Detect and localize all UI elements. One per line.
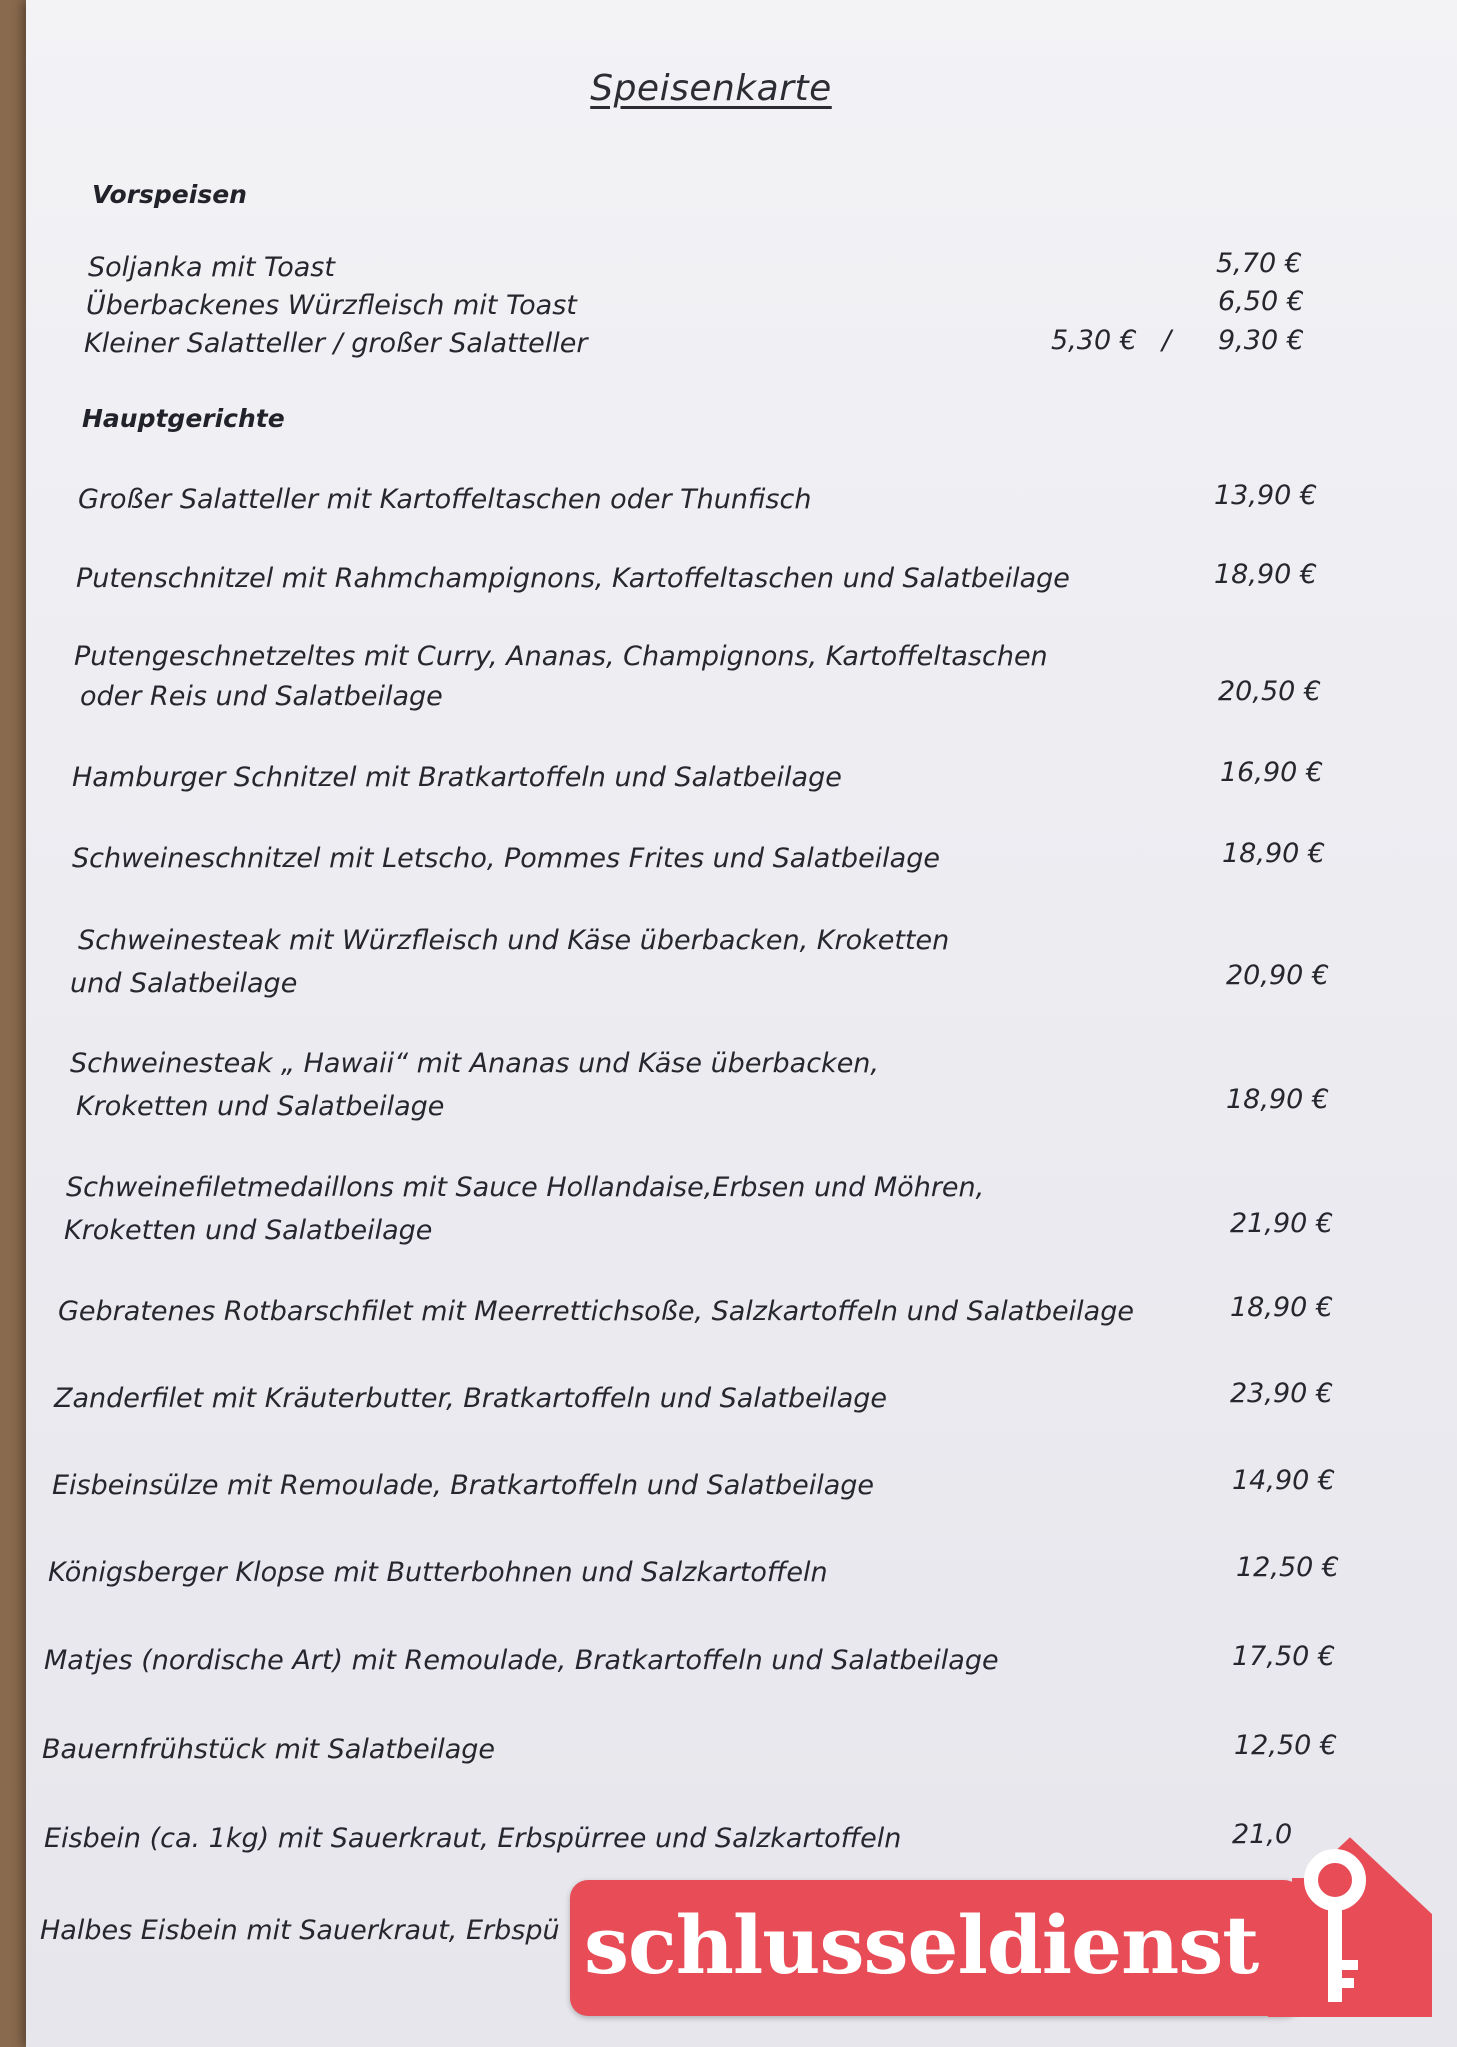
- menu-item-price: 13,90 €: [1214, 480, 1318, 511]
- menu-item-name: Überbackenes Würzfleisch mit Toast: [86, 290, 577, 321]
- menu-item-name-cont: Kroketten und Salatbeilage: [64, 1215, 433, 1246]
- menu-item-price: 18,90 €: [1222, 838, 1326, 869]
- menu-item-name: Schweinesteak „ Hawaii“ mit Ananas und Käse überbacken,: [70, 1048, 879, 1079]
- menu-item-name: Schweinesteak mit Würzfleisch und Käse überbacken, Kroketten: [78, 925, 950, 956]
- menu-item-name: Großer Salatteller mit Kartoffeltaschen oder Thunfisch: [78, 484, 812, 515]
- menu-item-name: Schweinefiletmedaillons mit Sauce Hollandaise,Erbsen und Möhren,: [66, 1172, 985, 1203]
- menu-item-name: Zanderfilet mit Kräuterbutter, Bratkartoffeln und Salatbeilage: [54, 1383, 888, 1414]
- price-separator: /: [1162, 325, 1172, 356]
- section-heading-starters: Vorspeisen: [92, 180, 247, 209]
- menu-item-price-small: 5,30 €: [1051, 325, 1137, 356]
- menu-item-name: Eisbein (ca. 1kg) mit Sauerkraut, Erbspürree und Salzkartoffeln: [44, 1823, 902, 1854]
- menu-item-price: 12,50 €: [1234, 1730, 1338, 1761]
- menu-item-price: 14,90 €: [1232, 1465, 1336, 1496]
- menu-item-price: 18,90 €: [1226, 1084, 1330, 1115]
- section-heading-mains: Hauptgerichte: [82, 404, 285, 433]
- menu-item-price: 6,50 €: [1218, 286, 1304, 317]
- menu-item-price: 17,50 €: [1232, 1641, 1336, 1672]
- menu-item-name: Eisbeinsülze mit Remoulade, Bratkartoffeln und Salatbeilage: [52, 1470, 875, 1501]
- menu-item-price: 18,90 €: [1214, 559, 1318, 590]
- menu-item-price: 12,50 €: [1236, 1552, 1340, 1583]
- menu-item-price: 20,50 €: [1218, 676, 1322, 707]
- menu-item-price: 21,90 €: [1230, 1208, 1334, 1239]
- menu-item-name: Hamburger Schnitzel mit Bratkartoffeln und Salatbeilage: [72, 762, 842, 793]
- menu-item-price: 9,30 €: [1218, 325, 1304, 356]
- menu-item-name: Schweineschnitzel mit Letscho, Pommes Frites und Salatbeilage: [72, 843, 940, 874]
- menu-item-name-cont: Kroketten und Salatbeilage: [76, 1091, 445, 1122]
- menu-item-price: 18,90 €: [1230, 1292, 1334, 1323]
- menu-item-name: Kleiner Salatteller / großer Salatteller: [84, 328, 588, 359]
- watermark-text: schlusseldienst: [584, 1898, 1259, 1992]
- menu-item-price: 16,90 €: [1220, 757, 1324, 788]
- menu-item-name-cont: und Salatbeilage: [70, 968, 298, 999]
- menu-item-name: Matjes (nordische Art) mit Remoulade, Bratkartoffeln und Salatbeilage: [44, 1645, 999, 1676]
- menu-item-price: 5,70 €: [1216, 248, 1302, 279]
- menu-paper: [26, 0, 1457, 2047]
- menu-item-name: Putenschnitzel mit Rahmchampignons, Kartoffeltaschen und Salatbeilage: [76, 563, 1070, 594]
- menu-item-price: 21,0: [1232, 1819, 1293, 1850]
- menu-item-name-cont: oder Reis und Salatbeilage: [80, 681, 443, 712]
- menu-item-name: Königsberger Klopse mit Butterbohnen und Salzkartoffeln: [48, 1557, 828, 1588]
- menu-item-price: 20,90 €: [1226, 960, 1330, 991]
- page-title: Speisenkarte: [590, 68, 832, 109]
- menu-item-name: Bauernfrühstück mit Salatbeilage: [42, 1734, 496, 1765]
- menu-item-price: 23,90 €: [1230, 1378, 1334, 1409]
- menu-item-name: Putengeschnetzeltes mit Curry, Ananas, Champignons, Kartoffeltaschen: [74, 641, 1048, 672]
- menu-item-name: Halbes Eisbein mit Sauerkraut, Erbspü: [40, 1915, 560, 1946]
- menu-item-name: Soljanka mit Toast: [88, 252, 335, 283]
- house-key-icon: [1260, 1820, 1440, 2020]
- menu-item-name: Gebratenes Rotbarschfilet mit Meerrettichsoße, Salzkartoffeln und Salatbeilage: [58, 1296, 1134, 1327]
